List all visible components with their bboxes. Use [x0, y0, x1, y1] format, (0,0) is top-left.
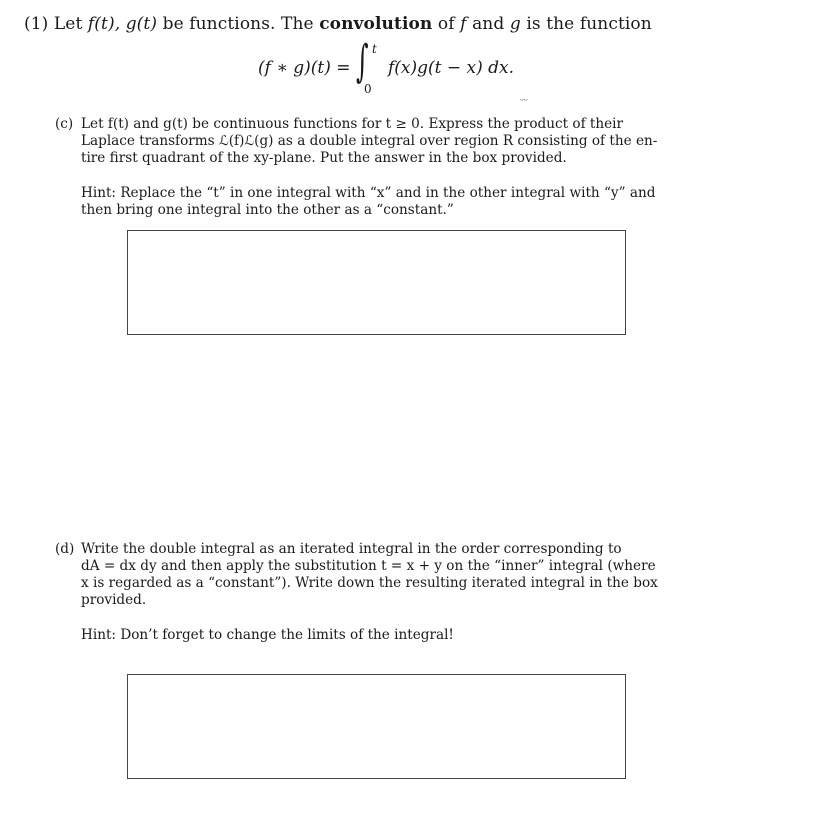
part-d-answer-box[interactable] [127, 674, 626, 779]
problem-math-g: g [509, 14, 521, 34]
part-c-line-2: Laplace transforms ℒ(f)ℒ(g) as a double integral over region R consisting of the en- [81, 133, 658, 149]
part-c-hint-line-2: then bring one integral into the other as a “constant.” [81, 202, 454, 218]
part-d-line-1: Write the double integral as an iterated integral in the order corresponding to [81, 541, 622, 557]
problem-math-f: f [460, 14, 467, 34]
part-d-line-4: provided. [81, 592, 147, 608]
part-c-line-1: Let f(t) and g(t) be continuous functions for t ≥ 0. Express the product of their [81, 116, 624, 132]
part-d-hint: Hint: Don’t forget to change the limits of the integral! [81, 627, 454, 643]
problem-intro-3: of [432, 14, 461, 34]
problem-intro-1: Let [53, 14, 88, 34]
part-c-hint [81, 185, 656, 225]
part-c-hint-line-1: Hint: Replace the “t” in one integral with “x” and in the other integral with “y” and [81, 185, 656, 201]
integral-lower-limit: 0 [364, 82, 372, 96]
part-d [55, 541, 658, 611]
part-d-line-3: x is regarded as a “constant”). Write down the resulting iterated integral in the box [81, 575, 658, 591]
integral-upper-limit: t [372, 42, 377, 56]
part-c-line-3: tire first quadrant of the xy-plane. Put the answer in the box provided. [81, 150, 567, 166]
formula-lhs: (f ∗ g)(t) = [258, 58, 351, 78]
part-c-answer-box[interactable] [127, 230, 626, 335]
part-d-label: (d) [55, 541, 75, 557]
part-c-label: (c) [55, 116, 74, 132]
problem-intro-5: is the function [520, 14, 652, 34]
problem-intro-2: be functions. The [157, 14, 320, 34]
convolution-term: convolution [319, 14, 433, 34]
part-d-line-2: dA = dx dy and then apply the substitution t = x + y on the “inner” integral (where [81, 558, 656, 574]
problem-number: (1) [24, 14, 49, 34]
stray-mark: ᵕᵕ [520, 96, 528, 107]
problem-intro-4: and [466, 14, 510, 34]
formula-integrand: f(x)g(t − x) dx. [388, 58, 515, 78]
problem-statement [24, 14, 652, 34]
integral-sign: ∫ [356, 36, 369, 87]
part-c [55, 116, 658, 176]
problem-math-functions: f(t), g(t) [87, 14, 158, 34]
